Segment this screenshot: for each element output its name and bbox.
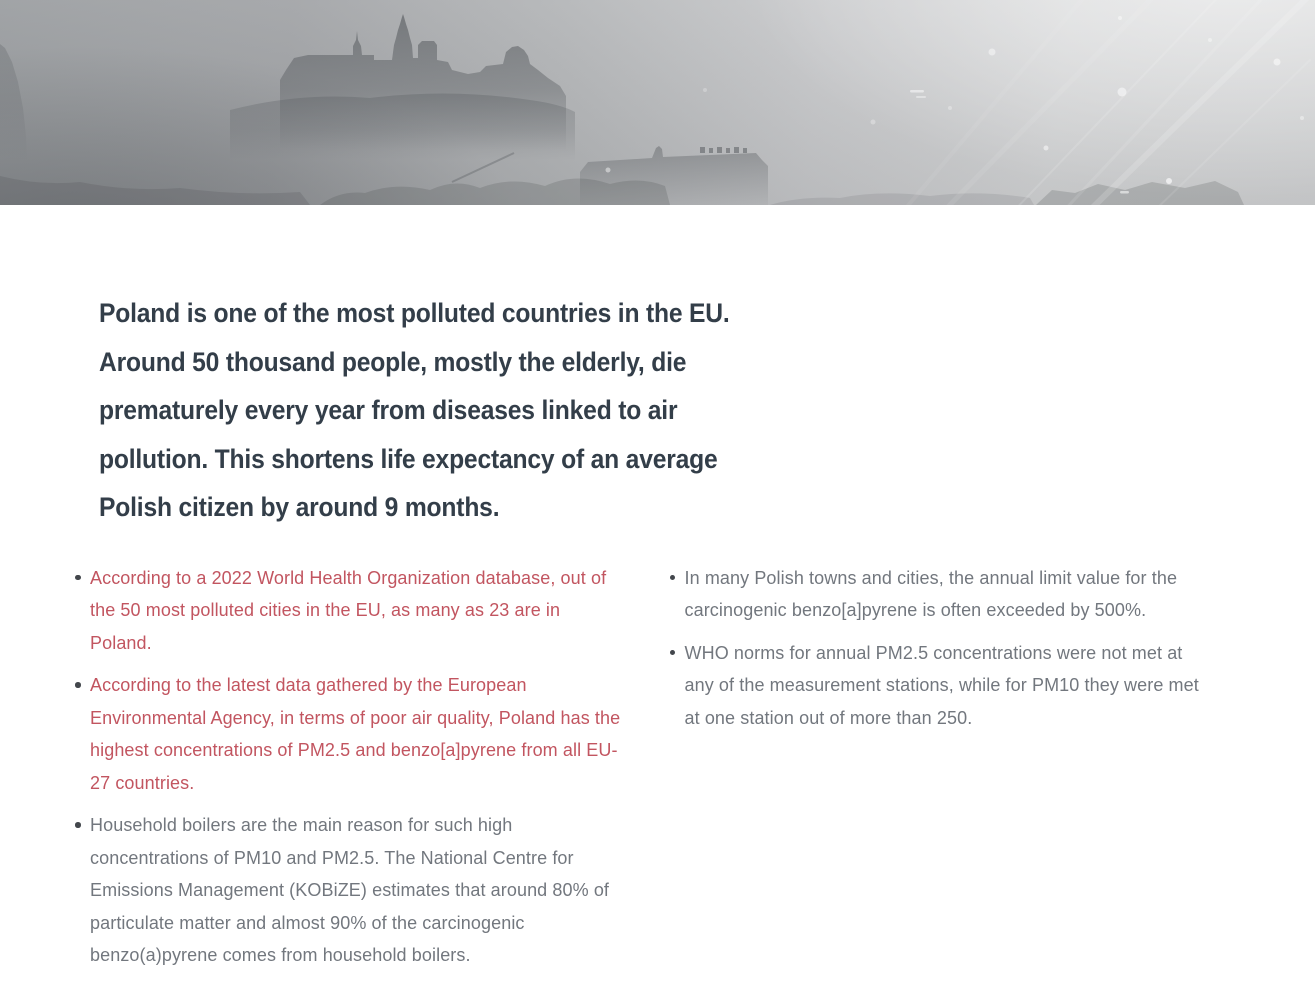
fact-item-household-boilers bbox=[74, 809, 621, 972]
eea-data-link[interactable]: According to the latest data gathered by the European Environmental Agency, in terms of poor air quality, Poland has the highest concentrations of PM2.5 and benzo[a]pyrene from all EU-27 countries. bbox=[90, 675, 621, 793]
fact-item-who-norms bbox=[669, 637, 1216, 735]
intro-heading-line: prematurely every year from diseases linked to air bbox=[99, 395, 678, 425]
fact-list-right bbox=[669, 562, 1216, 982]
fact-list-left bbox=[74, 562, 621, 982]
intro-heading-line: Around 50 thousand people, mostly the elderly, die bbox=[99, 346, 687, 377]
intro-heading bbox=[99, 289, 806, 532]
who-database-link[interactable]: According to a 2022 World Health Organization database, out of the 50 most polluted cities in the EU, as many as 23 are in Poland. bbox=[90, 567, 607, 653]
fact-text: In many Polish towns and cities, the annual limit value for the carcinogenic benzo[a]pyrene is often exceeded by 500%. bbox=[684, 567, 1178, 620]
bullet-icon bbox=[75, 682, 81, 688]
intro-heading-line: Polish citizen by around 9 months. bbox=[99, 492, 500, 522]
hero-image bbox=[0, 0, 1315, 205]
bullet-icon bbox=[75, 575, 81, 581]
intro-heading-line: Poland is one of the most polluted countries in the EU. bbox=[99, 298, 730, 328]
bullet-icon bbox=[670, 575, 676, 581]
fact-item-who-database bbox=[74, 562, 621, 660]
bullet-icon bbox=[75, 822, 81, 828]
fact-text: WHO norms for annual PM2.5 concentrations were not met at any of the measurement stations, while for PM10 they were met at one station out of more than 250. bbox=[684, 642, 1199, 728]
bullet-icon bbox=[670, 650, 676, 656]
facts-columns bbox=[74, 562, 1215, 982]
fact-text: Household boilers are the main reason for such high concentrations of PM10 and PM2.5. The National Centre for Emissions Management (KOBiZE) estimates that around 80% of particulate matter and almost 90% of the carcinogenic benzo(a)pyrene comes from household boilers. bbox=[90, 815, 610, 965]
article-content bbox=[0, 289, 1315, 982]
fact-item-eea-data bbox=[74, 669, 621, 799]
fact-item-benzopyrene-limit bbox=[669, 562, 1216, 627]
intro-heading-line: pollution. This shortens life expectancy of an average bbox=[99, 443, 718, 474]
foggy-city-skyline-illustration bbox=[0, 0, 1315, 205]
